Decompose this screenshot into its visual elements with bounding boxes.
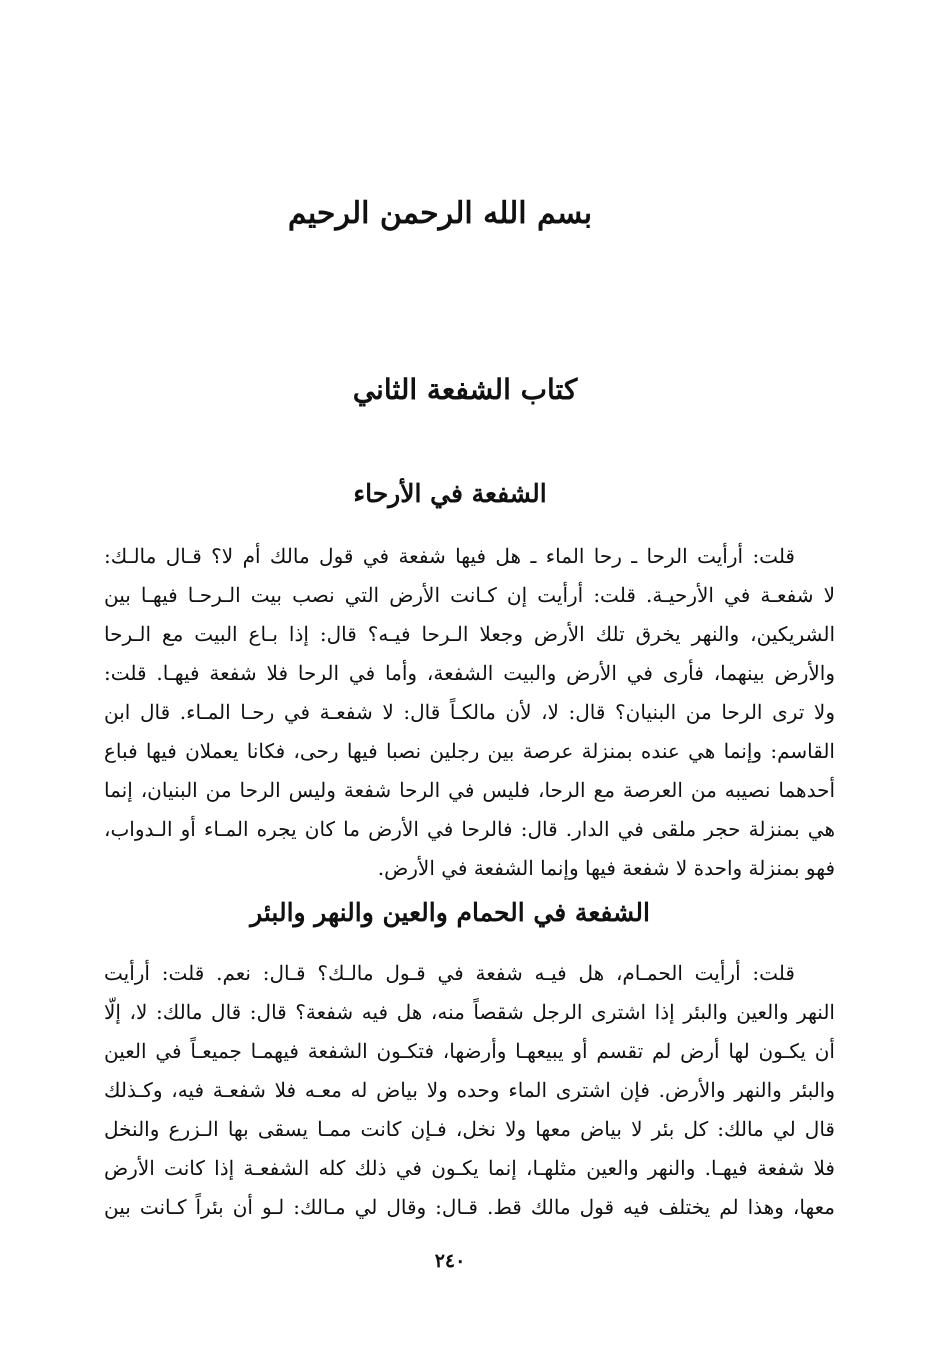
text-line: والبئر والنهر والأرض. فإن اشترى الماء وحده ولا بياض له معـه فلا شفعـة فيه، وكـذلك (104, 1078, 835, 1102)
text-line: النهر والعين والبئر إذا اشترى الرجل شقصاً منه، هل فيه شفعة؟ قال: قال مالك: لا، إلّا (104, 1000, 835, 1024)
section-title-bath-spring-river-well: الشفعة في الحمام والعين والنهر والبئر (250, 898, 650, 927)
text-line: فهو بمنزلة واحدة لا شفعة فيها وإنما الشفعة في الأرض. (377, 856, 835, 880)
text-line: والأرض بينهما، فأرى في الأرض والبيت الشفعة، وأما في الرحا فلا شفعة فيهـا. قلت: (104, 661, 835, 685)
book-title: كتاب الشفعة الثاني (352, 373, 578, 406)
text-line: لا شفعـة في الأرحيـة. قلت: أرأيت إن كـانت الأرض التي نصب بيت الـرحـا فيهـا بين (104, 583, 835, 607)
text-line: أن يكـون لها أرض لم تقسم أو يبيعهـا وأرضها، فتكـون الشفعة فيهمـا جميعـاً في العين (104, 1039, 835, 1063)
basmala-heading: بسم الله الرحمن الرحيم (287, 196, 593, 231)
page-number: ٢٤٠ (434, 1250, 466, 1272)
text-line: قلت: أرأيت الحمـام، هل فيـه شفعة في قـول مالـك؟ قـال: نعم. قلت: أرأيت (104, 961, 795, 985)
text-line: الشريكين، والنهر يخرق تلك الأرض وجعلا الـرحا فيـه؟ قال: إذا بـاع البيت مع الـرحا (104, 622, 835, 646)
text-line: فلا شفعة فيهـا. والنهر والعين مثلهـا، إنما يكـون في ذلك كله الشفعـة إذا كانت الأرض (104, 1156, 835, 1180)
section-title-mills: الشفعة في الأرحاء (353, 479, 547, 508)
text-line: ولا ترى الرحا من البنيان؟ قال: لا، لأن مالكـاً قال: لا شفعـة في رحـا المـاء. قال ابن (104, 700, 835, 724)
text-line: قال لي مالك: كل بئر لا بياض معها ولا نخل، فـإن كانت ممـا يسقى بها الـزرع والنخل (104, 1117, 835, 1141)
section-body-mills (104, 537, 835, 888)
text-line: قلت: أرأيت الرحا ـ رحا الماء ـ هل فيها شفعة في قول مالك أم لا؟ قـال مالـك: (104, 544, 795, 568)
text-line: أحدهما نصيبه من العرصة مع الرحا، فليس في الرحا شفعة وليس الرحا من البنيان، إنما (104, 778, 835, 802)
section-body-bath-spring-river-well (104, 954, 835, 1227)
text-line: القاسم: وإنما هي عنده بمنزلة عرصة بين رجلين نصبا فيها رحى، فكانا يعملان فيها فباع (104, 739, 835, 763)
text-line: معها، وهذا لم يختلف فيه قول مالك قط. قـال: وقال لي مـالك: لـو أن بئراً كـانت بين (104, 1195, 835, 1219)
text-line: هي بمنزلة حجر ملقى في الدار. قال: فالرحا في الأرض ما كان يجره المـاء أو الـدواب، (104, 817, 835, 841)
